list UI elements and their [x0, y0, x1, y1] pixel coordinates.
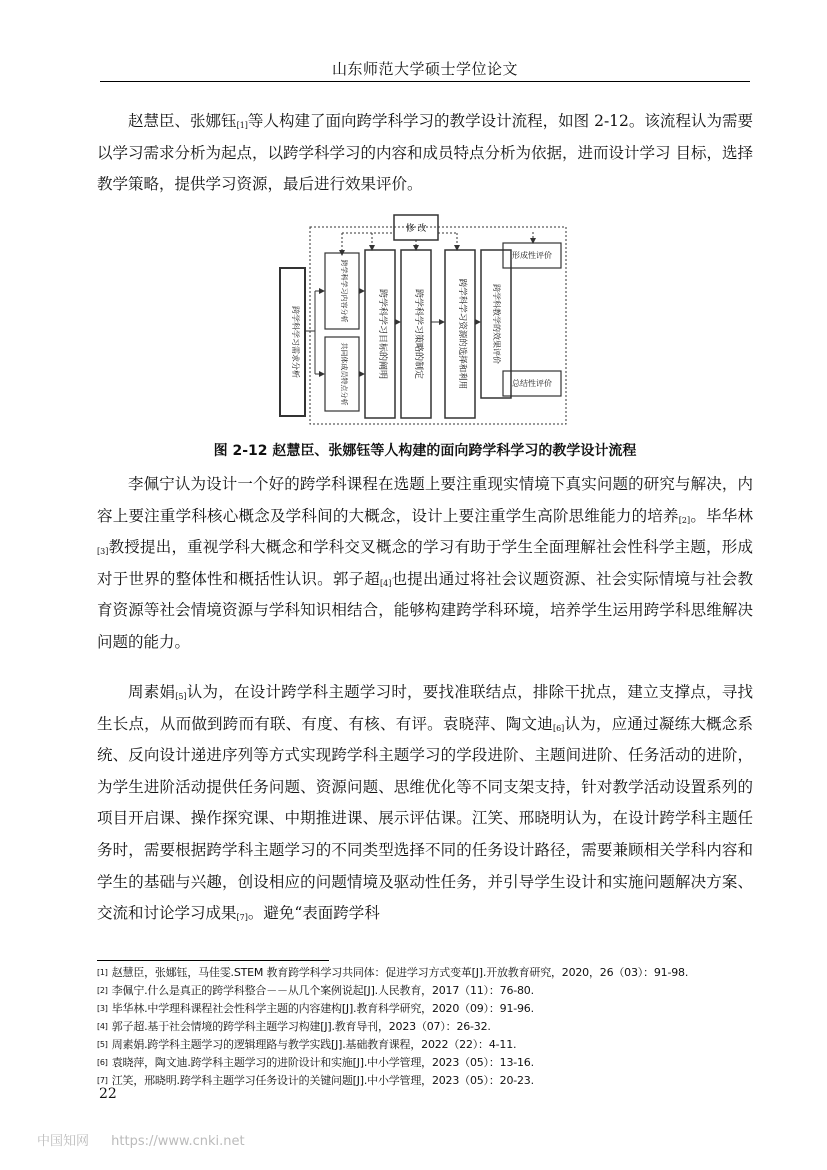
footnote-number: [1] — [97, 968, 108, 977]
footnote-number: [3] — [97, 1004, 108, 1013]
header-rule — [100, 81, 750, 82]
footnote-number: [7] — [97, 1076, 108, 1085]
footnote-text: 毕华林.中学理科课程社会性科学主题的内容建构[J].教育科学研究，2020（09）：91-96. — [111, 1002, 534, 1015]
citation-3[interactable]: [3] — [97, 547, 109, 557]
footnote — [97, 1054, 757, 1072]
footnote — [97, 982, 757, 1000]
footnote-number: [5] — [97, 1040, 108, 1049]
text: 教授提出，重视学科大概念和学科交叉概念的学习有助于学生全面理解社会性科学主题，形成对于世界的整体性和概括性认识。郭子超 — [97, 538, 753, 588]
citation-1[interactable]: [1] — [236, 121, 248, 130]
footnote — [97, 1036, 757, 1054]
summative-box: 总结性评价 — [512, 379, 552, 388]
footnote — [97, 1000, 757, 1018]
paragraph-1 — [97, 106, 753, 201]
resource-box: 跨学科学习资源的选择和利用 — [457, 278, 467, 390]
watermark-url: https://www.cnki.net — [111, 1134, 245, 1149]
footnote-text: 赵慧臣，张娜钰，马佳雯.STEM 教育跨学科学习共同体：促进学习方式变革[J].开放教育研究，2020，26（03）：91-98. — [111, 966, 689, 979]
footnote-rule — [97, 960, 329, 961]
footnote — [97, 1018, 757, 1036]
text: 。毕华林 — [690, 506, 753, 525]
footnote-number: [4] — [97, 1022, 108, 1031]
strategy-box: 跨学科学习策略的制定 — [413, 288, 423, 380]
footnote-text: 李佩宁.什么是真正的跨学科整合－－从几个案例说起[J].人民教育，2017（11）：76-80. — [111, 984, 534, 997]
text: 等人构建了面向跨学科学习的教学设计流程，如图 2-12。该流程认为需要以学习需求分析为起点，以跨学科学习的内容和成员特点分析为依据，进而设计学习 目标，选择教学策略，提供学习资源，最后进行效果评价。 — [97, 112, 753, 194]
text: 周素娟 — [128, 683, 176, 701]
footnotes — [97, 964, 757, 1090]
effect-box: 跨学科教学的效果评价 — [492, 284, 501, 364]
watermark — [37, 1130, 263, 1149]
footnote-text: 周素娟.跨学科主题学习的逻辑理路与教学实践[J].基础教育课程，2022（22）：4-11. — [111, 1038, 517, 1051]
running-header: 山东师范大学硕士学位论文 — [331, 60, 518, 78]
footnote — [97, 1072, 757, 1090]
citation-7[interactable]: [7] — [236, 913, 248, 923]
citation-4[interactable]: [4] — [380, 578, 392, 588]
citation-5[interactable]: [5] — [175, 692, 187, 701]
footnote-text: 江笑，邢晓明.跨学科主题学习任务设计的关键问题[J].中小学管理，2023（05）：20-23. — [111, 1074, 534, 1087]
footnote-text: 袁晓萍，陶文迪.跨学科主题学习的进阶设计和实施[J].中小学管理，2023（05）：13-16. — [111, 1056, 534, 1069]
text: 赵慧臣、张娜钰 — [128, 112, 237, 130]
text: 认为，应通过凝练大概念系统、反向设计递进序列等方式实现跨学科主题学习的学段进阶、主题间进阶、任务活动的进阶，为学生进阶活动提供任务问题、资源问题、思维优化等不同支架支持，针对教学活动设置系列的项目开启课、操作探究课、中期推进课、展示评估课。江笑、邢晓明认为，在设计跨学科主题任务时，需要根据跨学科主题学习的不同类型选择不同的任务设计路径，需要兼顾相关学科内容和学生的基础与兴趣，创设相应的问题情境及驱动性任务，并引导学生设计和实施问题解决方案、交流和讨论学习成果 — [97, 714, 753, 923]
footnote-number: [2] — [97, 986, 108, 995]
footnote-text: 郭子超.基于社会情境的跨学科主题学习构建[J].教育导刊，2023（07）：26-32. — [111, 1020, 491, 1033]
paragraph-2 — [97, 469, 753, 659]
text: 也提出通过将社会议题资源、社会实际情境与社会教育资源等社会情境资源与学科知识相结合，能够构建跨学科环境，培养学生运用跨学科思维解决问题的能力。 — [97, 569, 753, 651]
citation-2[interactable]: [2] — [678, 515, 691, 525]
page-number: 22 — [99, 1086, 117, 1102]
member-box: 共同体成员特点分析 — [340, 342, 348, 406]
content-box: 跨学科学习内容分析 — [340, 259, 348, 323]
citation-6[interactable]: [6] — [552, 723, 565, 733]
watermark-brand: 中国知网 — [37, 1134, 90, 1149]
goal-box: 跨学科学习目标的阐明 — [377, 288, 387, 380]
footnote — [97, 964, 757, 982]
needs-box: 跨学科学习需求分析 — [291, 306, 300, 378]
text: 李佩宁认为设计一个好的跨学科课程在选题上要注重现实情境下真实问题的研究与解决，内容上要注重学科核心概念及学科间的大概念，设计上要注重学生高阶思维能力的培养 — [97, 475, 753, 525]
figure-caption: 图 2-12 赵慧臣、张娜钰等人构建的面向跨学科学习的教学设计流程 — [213, 443, 637, 459]
formative-box: 形成性评价 — [512, 251, 552, 260]
paragraph-3 — [97, 677, 753, 930]
text: 。避免“表面跨学科 — [247, 904, 380, 923]
footnote-number: [6] — [97, 1058, 108, 1067]
modify-box: 修 改 — [405, 224, 427, 234]
flowchart-figure — [272, 210, 582, 430]
text: 认为，在设计跨学科主题学习时，要找准联结点，排除干扰点，建立支撑点，寻找生长点，从而做到跨而有联、有度、有核、有评。袁晓萍、陶文迪 — [97, 683, 753, 733]
